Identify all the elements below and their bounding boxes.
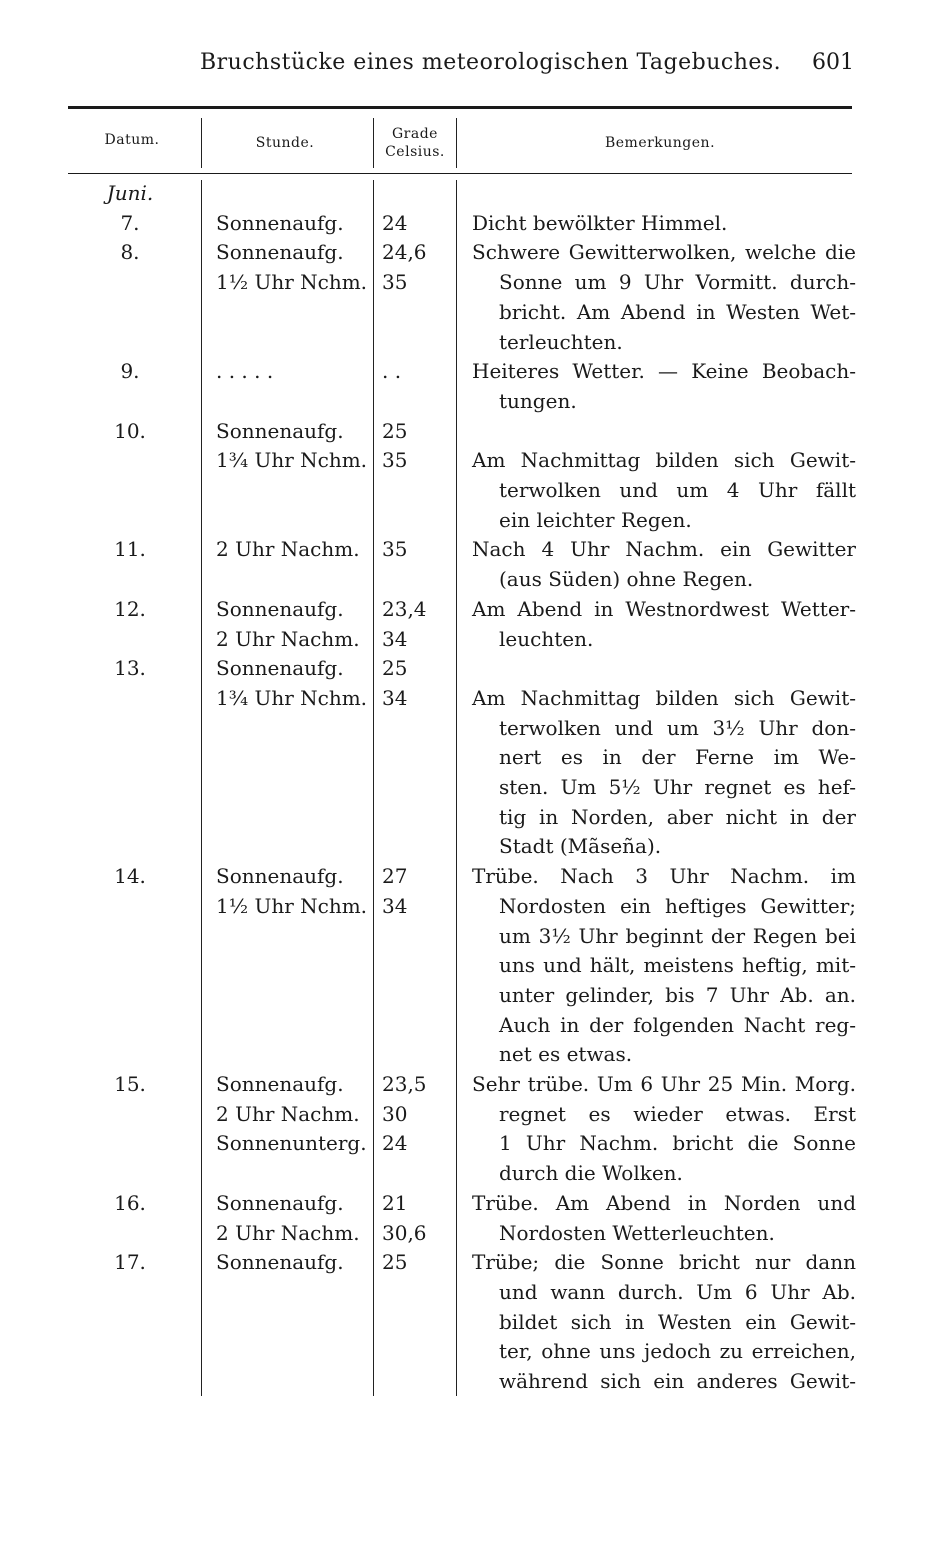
table-row [0,178,930,208]
bemerkung-cell: während sich ein anderes Gewit- [499,1369,856,1393]
table-row [0,475,930,505]
table-row [0,831,930,861]
bemerkung-cell: ter, ohne uns jedoch zu erreichen, [499,1339,856,1364]
column-header-grade: Grade Celsius. [385,126,445,160]
table-row [0,1099,930,1129]
bemerkung-cell: bricht. Am Abend in Westen Wet- [499,299,856,324]
bemerkung-cell: terwolken und um 3½ Uhr don- [499,715,856,740]
table-row [0,237,930,267]
table-row [0,1010,930,1040]
stunde-cell: . . . . . [216,359,274,384]
bemerkung-cell: und wann durch. Um 6 Uhr Ab. [499,1279,856,1304]
table-row [0,327,930,357]
bemerkung-cell: Nach 4 Uhr Nachm. ein Gewitter [472,537,856,562]
stunde-cell: 1½ Uhr Nchm. [216,893,368,918]
page-number: 601 [812,50,854,75]
bemerkung-cell: Trübe. Am Abend in Norden und [472,1190,856,1215]
table-row [0,1069,930,1099]
table-row [0,861,930,891]
bemerkung-cell: Schwere Gewitterwolken, welche die [472,240,856,265]
column-header-stunde: Stunde. [255,135,315,151]
table-header-rule [68,173,852,174]
table-top-rule [68,106,852,109]
bemerkung-cell: unter gelinder, bis 7 Uhr Ab. an. [499,982,856,1007]
table-row [0,921,930,951]
table-row [0,653,930,683]
table-row [0,683,930,713]
bemerkung-cell: Nordosten ein heftiges Gewitter; [499,893,856,918]
grade-cell: 34 [382,685,408,710]
column-header-datum: Datum. [104,132,160,148]
header-divider [373,118,374,168]
bemerkung-cell: Auch in der folgenden Nacht reg- [499,1012,856,1037]
bemerkung-cell: Dicht bewölkter Himmel. [472,210,728,235]
stunde-cell: 2 Uhr Nachm. [216,537,360,562]
bemerkung-cell: Am Abend in Westnordwest Wetter- [472,596,856,621]
grade-cell: 27 [382,864,408,889]
grade-cell: 23,5 [382,1072,427,1096]
stunde-cell: Sonnenaufg. [216,1250,344,1275]
table-row [0,980,930,1010]
bemerkung-cell: Am Nachmittag bilden sich Gewit- [472,448,856,473]
bemerkung-cell: ein leichter Regen. [499,507,692,532]
bemerkung-cell: Sehr trübe. Um 6 Uhr 25 Min. Morg. [472,1072,856,1096]
header-divider [456,118,457,168]
bemerkung-cell: durch die Wolken. [499,1161,683,1186]
table-row [0,624,930,654]
table-row [0,1158,930,1188]
table-row [0,505,930,535]
bemerkung-cell: 1 Uhr Nachm. bricht die Sonne [499,1131,856,1156]
table-row [0,1277,930,1307]
bemerkung-cell: um 3½ Uhr beginnt der Regen bei [499,923,856,948]
bemerkung-cell: net es etwas. [499,1042,633,1067]
stunde-cell: Sonnenaufg. [216,240,344,265]
table-row [0,416,930,446]
bemerkung-cell: leuchten. [499,626,594,651]
grade-cell: 24,6 [382,240,427,265]
stunde-cell: Sonnenaufg. [216,864,344,889]
bemerkung-cell: Trübe; die Sonne bricht nur dann [472,1250,856,1275]
grade-cell: 35 [382,537,408,562]
stunde-cell: Sonnenaufg. [216,596,344,621]
bemerkung-cell: sten. Um 5½ Uhr regnet es hef- [499,775,856,799]
table-row [0,772,930,802]
grade-cell: 25 [382,418,408,443]
bemerkung-cell: tig in Norden, aber nicht in der [499,804,856,829]
bemerkung-cell: Sonne um 9 Uhr Vormitt. durch- [499,270,856,295]
bemerkung-cell: Nordosten Wetterleuchten. [499,1220,775,1245]
bemerkung-cell: tungen. [499,388,577,413]
table-row [0,1366,930,1396]
stunde-cell: 2 Uhr Nachm. [216,1220,360,1245]
table-row [0,802,930,832]
table-row [0,267,930,297]
table-row [0,891,930,921]
grade-cell: 35 [382,448,408,473]
stunde-cell: Sonnenaufg. [216,656,344,681]
table-row [0,1039,930,1069]
bemerkung-cell: Trübe. Nach 3 Uhr Nachm. im [472,864,856,889]
stunde-cell: 1¾ Uhr Nchm. [216,448,368,473]
table-row [0,950,930,980]
table-row [0,594,930,624]
bemerkung-cell: Stadt (Mãseña). [499,834,662,859]
grade-cell: 35 [382,270,408,295]
table-row [0,297,930,327]
datum-cell: 12. [114,596,146,621]
grade-cell: 34 [382,626,408,651]
stunde-cell: 1½ Uhr Nchm. [216,270,368,295]
stunde-cell: 2 Uhr Nachm. [216,626,360,651]
grade-cell: 24 [382,210,408,235]
bemerkung-cell: uns und hält, meistens heftig, mit- [499,953,856,978]
grade-cell: 34 [382,893,408,918]
datum-cell: 8. [120,240,140,265]
bemerkung-cell: terwolken und um 4 Uhr fällt [499,478,856,502]
datum-cell: 13. [114,656,146,681]
datum-cell: 15. [114,1072,146,1096]
table-row [0,1307,930,1337]
grade-cell: 24 [382,1131,408,1156]
datum-cell: 11. [114,537,146,562]
datum-cell: 9. [120,359,140,384]
grade-cell: 25 [382,1250,408,1275]
stunde-cell: Sonnenaufg. [216,1190,344,1215]
grade-cell: 21 [382,1190,408,1215]
bemerkung-cell: regnet es wieder etwas. Erst [499,1101,856,1126]
table-row [0,1336,930,1366]
table-row [0,742,930,772]
bemerkung-cell: (aus Süden) ohne Regen. [499,567,754,592]
table-row [0,534,930,564]
bemerkung-cell: Am Nachmittag bilden sich Gewit- [472,685,856,710]
grade-cell: 30,6 [382,1220,427,1245]
table-row [0,386,930,416]
stunde-cell: 1¾ Uhr Nchm. [216,685,368,710]
datum-cell: 17. [114,1250,146,1275]
stunde-cell: Sonnenaufg. [216,210,344,235]
stunde-cell: Sonnenaufg. [216,418,344,443]
table-row [0,208,930,238]
running-title: Bruchstücke eines meteorologischen Tagebuches. [200,50,782,75]
bemerkung-cell: terleuchten. [499,329,623,354]
datum-cell: 14. [114,864,146,889]
table-row [0,1247,930,1277]
table-row [0,1218,930,1248]
column-header-bemerkungen: Bemerkungen. [604,135,716,151]
table-row [0,445,930,475]
table-row [0,713,930,743]
datum-cell: 16. [114,1190,146,1215]
bemerkung-cell: Heiteres Wetter. — Keine Beobach- [472,359,856,384]
datum-cell: Juni. [106,181,154,205]
bemerkung-cell: nert es in der Ferne im We- [499,745,856,770]
header-divider [201,118,202,168]
table-row [0,1128,930,1158]
stunde-cell: Sonnenaufg. [216,1072,344,1096]
table-row [0,356,930,386]
table-row [0,564,930,594]
datum-cell: 10. [114,418,146,443]
grade-cell: 30 [382,1101,408,1126]
grade-cell: 25 [382,656,408,681]
bemerkung-cell: bildet sich in Westen ein Gewit- [499,1309,856,1334]
stunde-cell: Sonnenunterg. [216,1131,367,1156]
datum-cell: 7. [120,210,140,235]
stunde-cell: 2 Uhr Nachm. [216,1101,360,1126]
grade-cell: . . [382,359,402,384]
grade-cell: 23,4 [382,596,427,621]
table-row [0,1188,930,1218]
page-header [0,50,930,80]
